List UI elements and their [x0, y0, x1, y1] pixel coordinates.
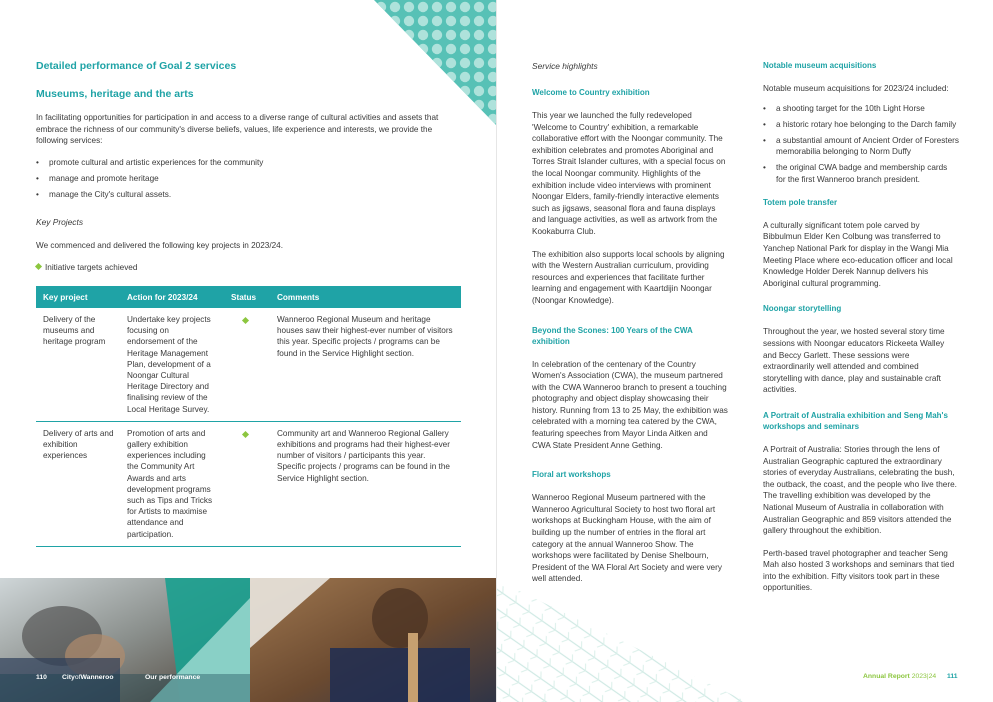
key-projects-text: We commenced and delivered the following key projects in 2023/24.: [36, 241, 283, 250]
storytelling-paragraph: Throughout the year, we hosted several story time sessions with Noongar educators Rickeeta Walley and Beccy Garlett. These sessions were extraordinarily well attended and combined storytelling with dance, play and sustainable craft activities.: [763, 327, 945, 395]
section-heading: Museums, heritage and the arts: [36, 88, 194, 100]
service-highlights-title: Service highlights: [532, 61, 598, 71]
cell-comment: Community art and Wanneroo Regional Gallery exhibitions and programs had their highest-ever number of visitors / participants this year. Specific projects / programs can be found in the Service Highlight section.: [270, 421, 461, 546]
goal-heading: Detailed performance of Goal 2 services: [36, 60, 237, 72]
footer-report: [863, 673, 936, 680]
footer-org: [62, 674, 114, 681]
cell-project: Delivery of the museums and heritage program: [36, 308, 120, 421]
photo-strip: [0, 578, 496, 702]
list-item: • a shooting target for the 10th Light Horse: [763, 103, 959, 114]
portrait-paragraph-1: A Portrait of Australia: Stories through the lens of Australian Geographic captured the extraordinary stories of everyday Australians, celebrating the bush, the outback, the coast, and the people who live there. The travelling exhibition was developed by the National Museum of Australia in collaboration with Australian Geographic and 859 visitors attended the gallery throughout the exhibition.: [763, 444, 957, 536]
services-list: [36, 157, 456, 206]
list-item: • a historic rotary hoe belonging to the Darch family: [763, 119, 959, 130]
portrait-title: A Portrait of Australia exhibition and Seng Mah's workshops and seminars: [763, 410, 948, 431]
totem-paragraph: A culturally significant totem pole carved by Bibbulmun Elder Ken Colbung was transferred to Yanchep National Park for display in the Wangi Mia Meeting Place where eco-education officer and local Knowledge Holder Derek Nannup delivers his Aboriginal cultural programming.: [763, 220, 953, 288]
achieved-diamond-icon: [242, 431, 249, 438]
acquisitions-title: Notable museum acquisitions: [763, 61, 877, 70]
header-key-project: Key project: [36, 286, 120, 308]
welcome-paragraph-1: This year we launched the fully redeveloped 'Welcome to Country' exhibition, a remarkable collaborative effort with the Noongar community. The exhibition celebrates and promotes Aboriginal and Torres Strait Islander cultures, with a special focus on the local Noongar community. Highlights of the exhibition include video interviews with prominent Noongar Elders, family-friendly interactive elements such as jigsaws, seasonal flora and fauna displays and language activities, as well as artwork from the Kookaburra Club.: [532, 111, 726, 236]
footer-org-city: City: [62, 674, 75, 681]
intro-paragraph: In facilitating opportunities for participation in and access to a diverse range of cultural activities and assets that embrace the richness of our community's diverse beliefs, values, life experience and interests, we provide the following services:: [36, 113, 439, 146]
scones-paragraph: In celebration of the centenary of the Country Women's Association (CWA), the museum partnered with the CWA Wanneroo branch to present a touching photography and object display showcasing their history. Running from 13 to 25 May, the exhibition was celebrated with a morning tea catered by the CWA, featuring speeches from Mayor Linda Aitken and CWA State President Anne Gething.: [532, 359, 728, 450]
footer-report-year: 2023|24: [911, 673, 937, 680]
floral-title: Floral art workshops: [532, 470, 611, 480]
achieved-diamond-icon: [242, 317, 249, 324]
header-status: Status: [224, 286, 270, 308]
cell-status: [224, 421, 270, 546]
diamond-icon: [35, 263, 42, 270]
portrait-paragraph-2: Perth-based travel photographer and teacher Seng Mah also hosted 3 workshops and seminars that tied into the exhibition. Fifty visitors took part in these opportunities.: [763, 548, 955, 593]
status-legend: [36, 263, 137, 272]
cell-comment: Wanneroo Regional Museum and heritage houses saw their highest-ever number of visitors this year. Specific projects / programs can be found in the Service Highlight section.: [270, 308, 461, 421]
list-item: • promote cultural and artistic experiences for the community: [36, 157, 456, 168]
left-page: [0, 0, 496, 702]
right-page: [497, 0, 993, 702]
list-item: • manage and promote heritage: [36, 173, 456, 184]
cell-action: Undertake key projects focusing on endorsement of the Heritage Management Plan, development of a Noongar Cultural Heritage Directory and finalising review of the Local Heritage Survey.: [120, 308, 224, 421]
legend-label: Initiative targets achieved: [45, 263, 138, 272]
key-projects-table: [36, 286, 461, 547]
footer-org-name: Wanneroo: [80, 674, 114, 681]
table-header-row: [36, 286, 461, 308]
header-comments: Comments: [270, 286, 461, 308]
column-two: [763, 60, 959, 594]
footer-section: Our performance: [145, 674, 201, 681]
table-row: [36, 421, 461, 546]
page-number-right: 111: [947, 673, 958, 680]
key-projects-title: Key Projects: [36, 217, 84, 227]
decorative-dot-pattern: [360, 0, 496, 125]
totem-title: Totem pole transfer: [763, 197, 838, 207]
column-one: [532, 61, 728, 585]
footer-report-label: Annual Report: [863, 673, 910, 680]
footer-org-of: of: [74, 674, 81, 681]
cell-action: Promotion of arts and gallery exhibition experiences including the Community Art Awards and arts development programs such as Tips and Tricks for Artists to maximise attendance and participation.: [120, 421, 224, 546]
list-item: • a substantial amount of Ancient Order of Foresters memorabilia belonging to Norm Duffy: [763, 135, 959, 157]
page-number-left: 110: [36, 674, 47, 681]
welcome-paragraph-2: The exhibition also supports local schools by aligning with the Western Australian curriculum, providing resources and experiences that facilitate further learning and engagement with Kaartdijin Noongar (Noongar Knowledge).: [532, 249, 725, 305]
acquisitions-intro: Notable museum acquisitions for 2023/24 included:: [763, 84, 949, 93]
floral-paragraph: Wanneroo Regional Museum partnered with the Wanneroo Agricultural Society to host two floral art workshops at Buckingham House, with the aim of building up the number of entries in the floral art category at the annual Wanneroo Show. The workshops were facilitated by Denise Shelbourn, President of the WA Floral Art Society and were very well attended.: [532, 493, 722, 584]
cell-status: [224, 308, 270, 421]
cell-project: Delivery of arts and exhibition experiences: [36, 421, 120, 546]
welcome-title: Welcome to Country exhibition: [532, 88, 650, 97]
header-action: Action for 2023/24: [120, 286, 224, 308]
list-item: • the original CWA badge and membership cards for the first Wanneroo branch president.: [763, 162, 959, 184]
acquisitions-list: [763, 103, 959, 185]
list-item: • manage the City's cultural assets.: [36, 189, 456, 200]
storytelling-title: Noongar storytelling: [763, 304, 842, 314]
table-row: [36, 308, 461, 421]
scones-title: Beyond the Scones: 100 Years of the CWA exhibition: [532, 325, 693, 346]
